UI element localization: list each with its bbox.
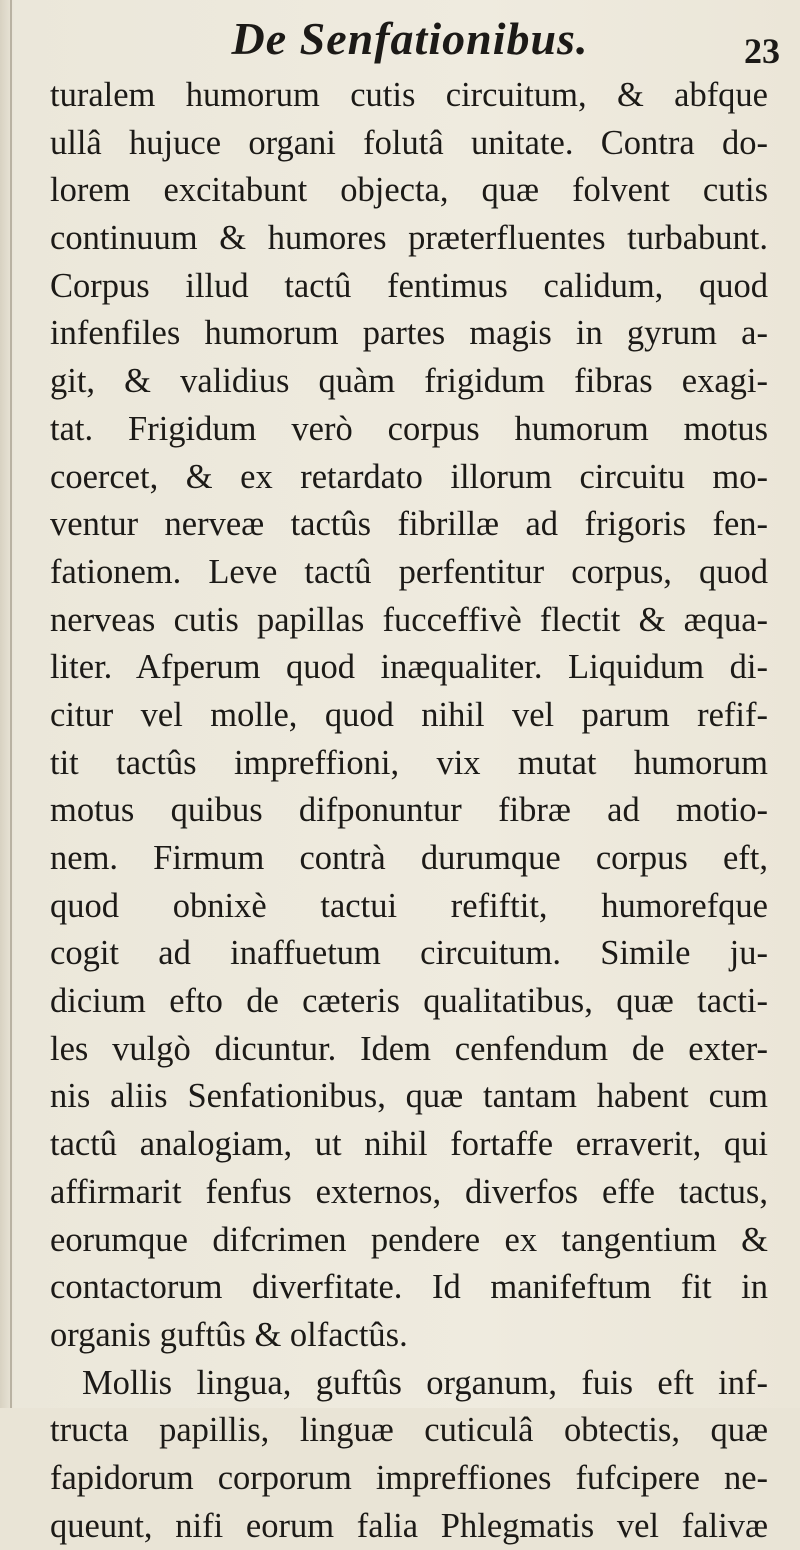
text-line: tructa papillis, linguæ cuticulâ obtectis, quæ	[50, 1411, 768, 1450]
page-header	[40, 2, 780, 74]
text-line: turalem humorum cutis circuitum, & abfque	[50, 76, 768, 114]
text-line: nerveas cutis papillas fucceffivè flectit & æqua-	[50, 600, 768, 639]
text-line: citur vel molle, quod nihil vel parum refif-	[50, 695, 768, 734]
text-line: motus quibus difponuntur fibræ ad motio-	[50, 791, 768, 830]
text-line: affirmarit fenfus externos, diverfos effe tactus,	[50, 1172, 768, 1211]
text-line: nis aliis Senfationibus, quæ tantam habent cum	[50, 1077, 768, 1116]
page-number: 23	[744, 31, 780, 71]
text-line: coercet, & ex retardato illorum circuitu mo-	[50, 457, 768, 496]
text-line: liter. Afperum quod inæqualiter. Liquidum di-	[50, 648, 768, 687]
text-line: Corpus illud tactû fentimus calidum, quod	[50, 266, 768, 305]
text-line: queunt, nifi eorum falia Phlegmatis vel falivæ	[50, 1506, 768, 1545]
text-line: fapidorum corporum impreffiones fufcipere ne-	[50, 1458, 768, 1497]
text-line: tactû analogiam, ut nihil fortaffe erraverit, qui	[50, 1125, 768, 1164]
text-line: eorumque difcrimen pendere ex tangentium &	[50, 1220, 768, 1259]
text-line: les vulgò dicuntur. Idem cenfendum de exter-	[50, 1029, 768, 1068]
text-line: fationem. Leve tactû perfentitur corpus, quod	[50, 552, 768, 591]
text-line: tit tactûs impreffioni, vix mutat humorum	[50, 743, 768, 782]
text-line: tat. Frigidum verò corpus humorum motus	[50, 409, 768, 448]
text-line: lorem excitabunt objecta, quæ folvent cutis	[50, 171, 768, 210]
text-line: ullâ hujuce organi folutâ unitate. Contra do-	[50, 123, 768, 162]
page-gutter	[10, 0, 12, 1408]
text-line: contactorum diverfitate. Id manifeftum fit in	[50, 1268, 768, 1307]
text-line: nem. Firmum contrà durumque corpus eft,	[50, 839, 768, 877]
text-line: dicium efto de cæteris qualitatibus, quæ tacti-	[50, 982, 768, 1021]
running-title: De Senfationibus.	[231, 13, 589, 64]
text-line: cogit ad inaffuetum circuitum. Simile ju-	[50, 934, 768, 973]
text-line: continuum & humores præterfluentes turbabunt.	[50, 219, 768, 258]
text-line: ventur nerveæ tactûs fibrillæ ad frigoris fen-	[50, 505, 768, 544]
text-line: infenfiles humorum partes magis in gyrum a-	[50, 314, 768, 353]
body-text	[50, 72, 768, 1550]
text-line: git, & validius quàm frigidum fibras exagi-	[50, 362, 768, 401]
text-line: quod obnixè tactui refiftit, humorefque	[50, 886, 768, 925]
text-line: organis guftûs & olfactûs.	[50, 1315, 408, 1354]
paragraph-start-line: Mollis lingua, guftûs organum, fuis eft inf-	[82, 1363, 768, 1402]
